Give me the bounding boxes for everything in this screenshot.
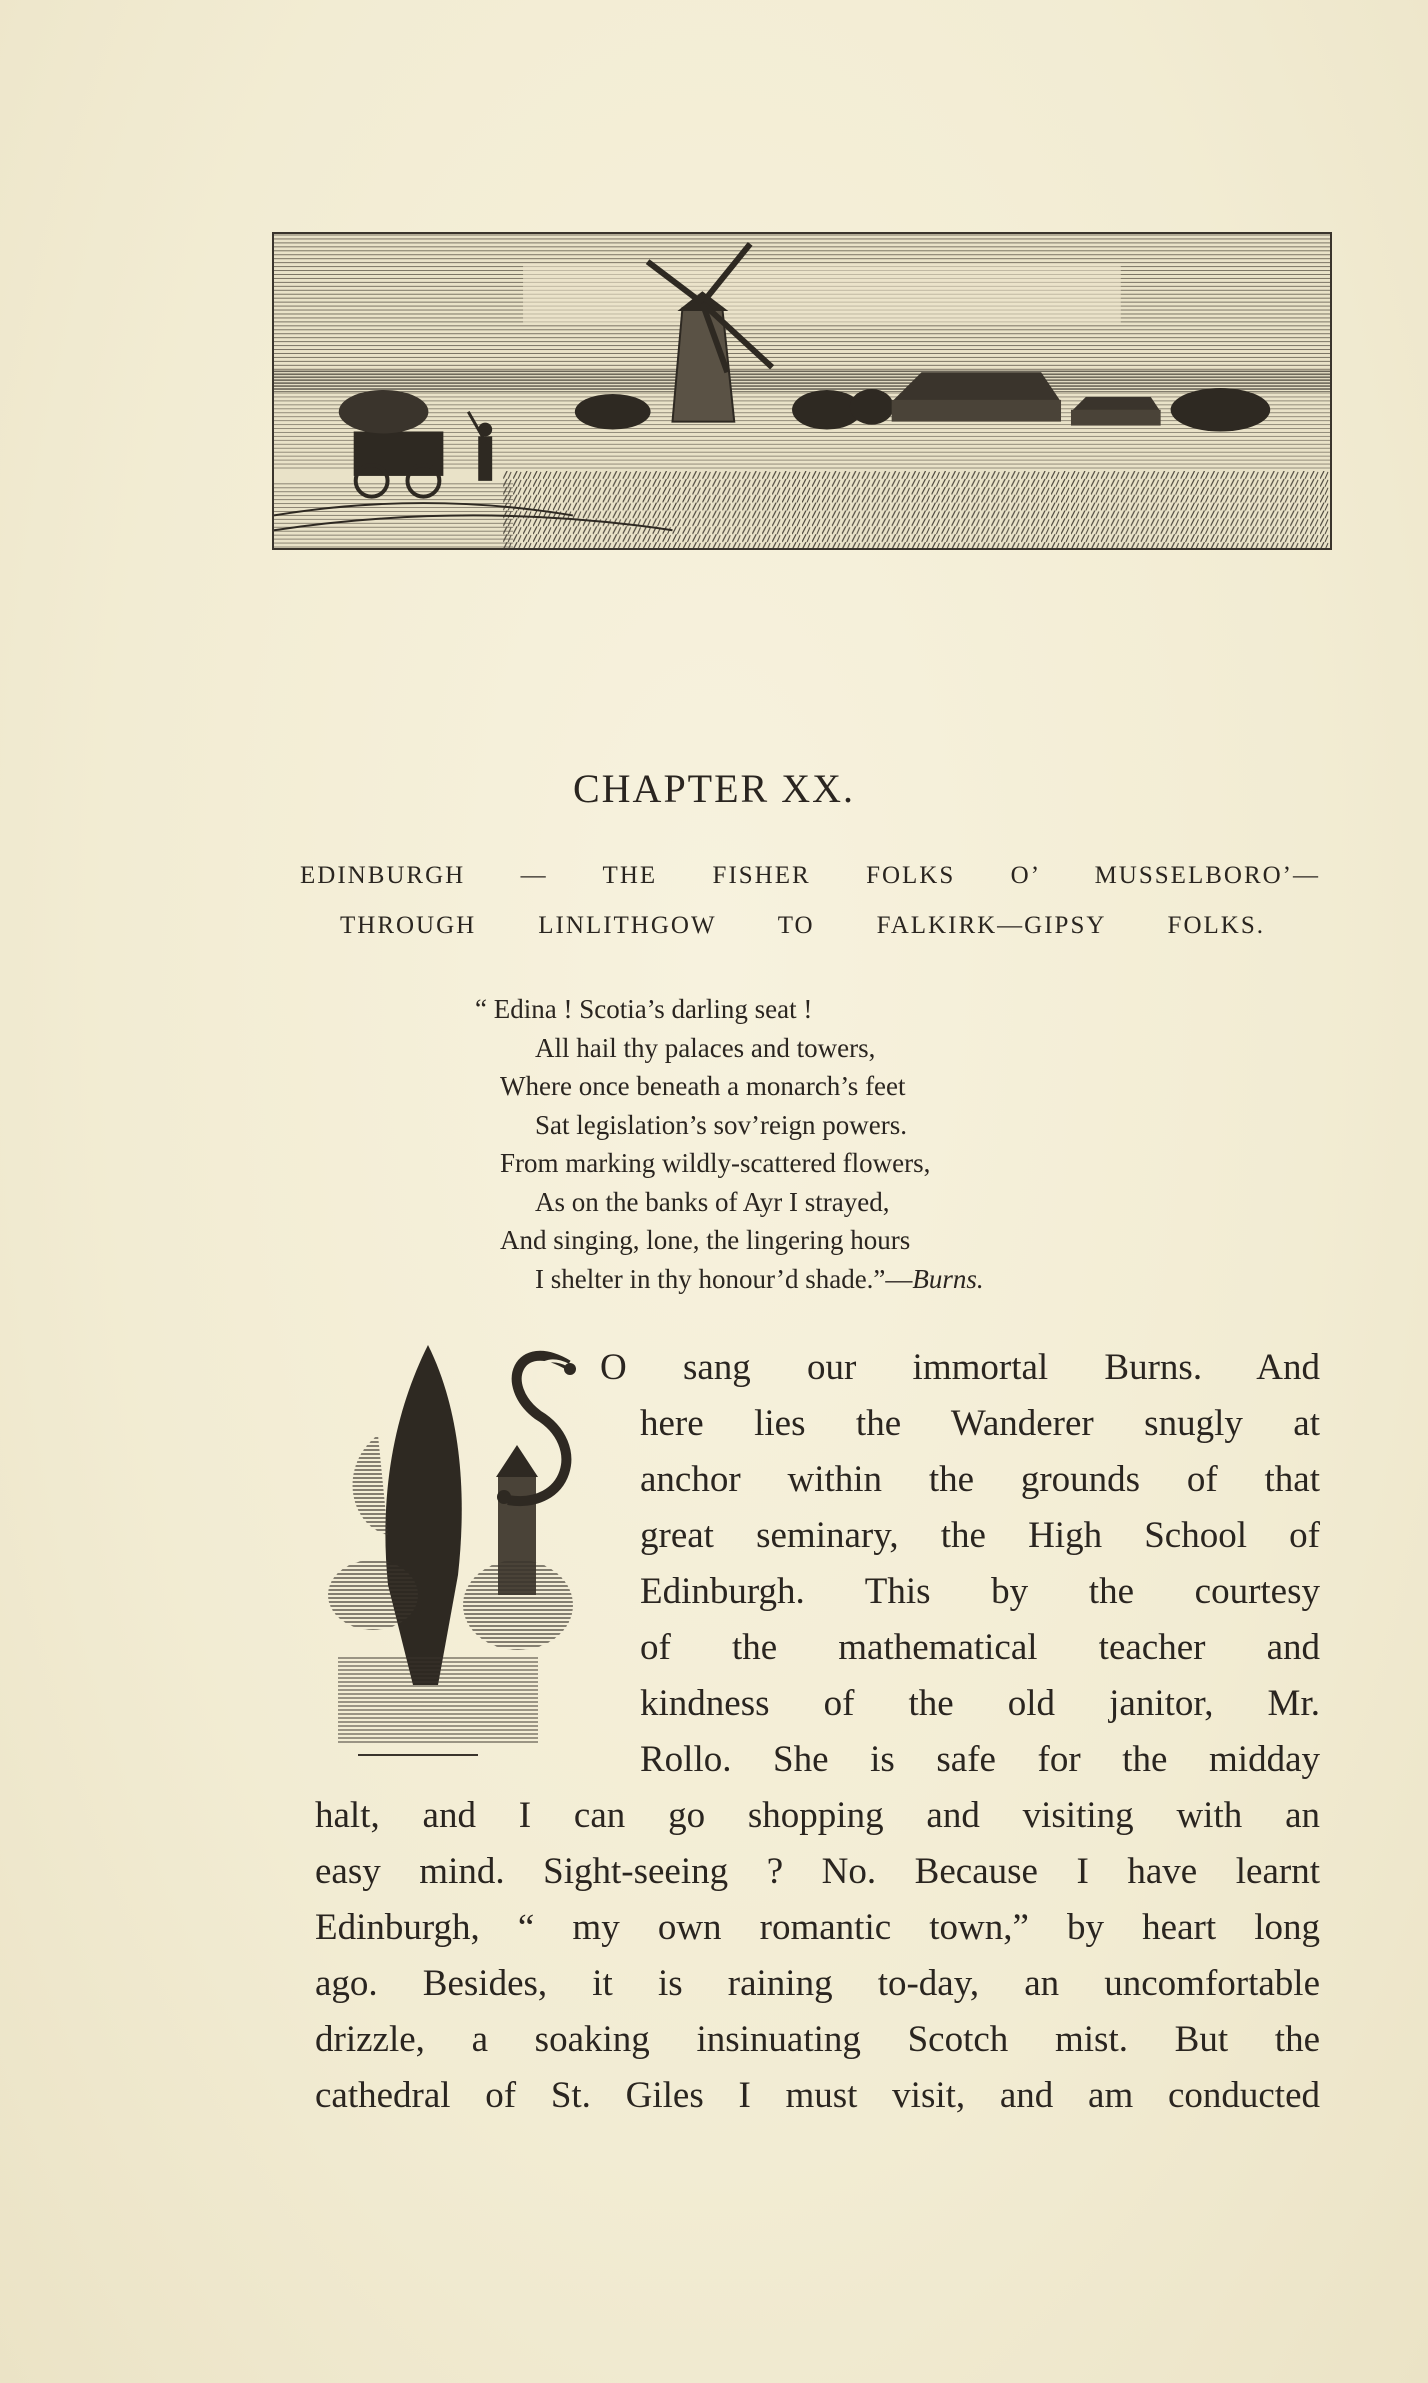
chapter-subtitle-line-1: EDINBURGH — THE FISHER FOLKS O’ MUSSELBORO’— — [300, 862, 1320, 889]
paragraph-indented-beside-initial — [600, 1340, 1320, 1788]
text-line: Edinburgh. This by the courtesy — [640, 1571, 1320, 1612]
poem-line: And singing, lone, the lingering hours — [500, 1225, 911, 1255]
text-line: Rollo. She is safe for the midday — [640, 1739, 1320, 1780]
text-line: ago. Besides, it is raining to-day, an uncomfortable — [315, 1963, 1320, 2004]
text-line: halt, and I can go shopping and visiting with an — [315, 1795, 1320, 1836]
windmill-landscape-engraving — [272, 232, 1332, 550]
epigraph-poem — [475, 990, 1195, 1298]
text-line: easy mind. Sight-seeing ? No. Because I have learnt — [315, 1851, 1320, 1892]
poem-line: As on the banks of Ayr I strayed, — [535, 1186, 890, 1217]
poem-line: Sat legislation’s sov’reign powers. — [535, 1109, 907, 1140]
poem-line: All hail thy palaces and towers, — [535, 1032, 876, 1063]
chapter-title: CHAPTER XX. — [572, 766, 856, 811]
poem-line: “ Edina ! Scotia’s darling seat ! — [475, 994, 813, 1024]
text-line: O sang our immortal Burns. And — [600, 1347, 1320, 1388]
text-line: great seminary, the High School of — [640, 1515, 1320, 1556]
text-line: drizzle, a soaking insinuating Scotch mist. But the — [315, 2019, 1320, 2060]
tree-and-letter-s-icon — [318, 1325, 588, 1765]
poem-line: Where once beneath a monarch’s feet — [500, 1071, 906, 1101]
decorated-initial-s-illustration — [318, 1325, 588, 1765]
poem-line-last — [475, 1260, 1195, 1299]
engraving-illustration — [274, 234, 1330, 548]
text-line: anchor within the grounds of that — [640, 1459, 1320, 1500]
poem-attribution: Burns. — [912, 1263, 984, 1294]
text-line: kindness of the old janitor, Mr. — [640, 1683, 1320, 1724]
poem-line-text: I shelter in thy honour’d shade.”— — [535, 1263, 913, 1294]
chapter-subtitle-line-2: THROUGH LINLITHGOW TO FALKIRK—GIPSY FOLKS. — [340, 912, 1265, 939]
text-line: of the mathematical teacher and — [640, 1627, 1320, 1668]
text-line: cathedral of St. Giles I must visit, and am conducted — [315, 2075, 1320, 2116]
paragraph-full-width — [315, 1788, 1320, 2124]
poem-line: From marking wildly-scattered flowers, — [500, 1148, 931, 1178]
text-line: here lies the Wanderer snugly at — [640, 1403, 1320, 1444]
text-line: Edinburgh, “ my own romantic town,” by heart long — [315, 1907, 1320, 1948]
